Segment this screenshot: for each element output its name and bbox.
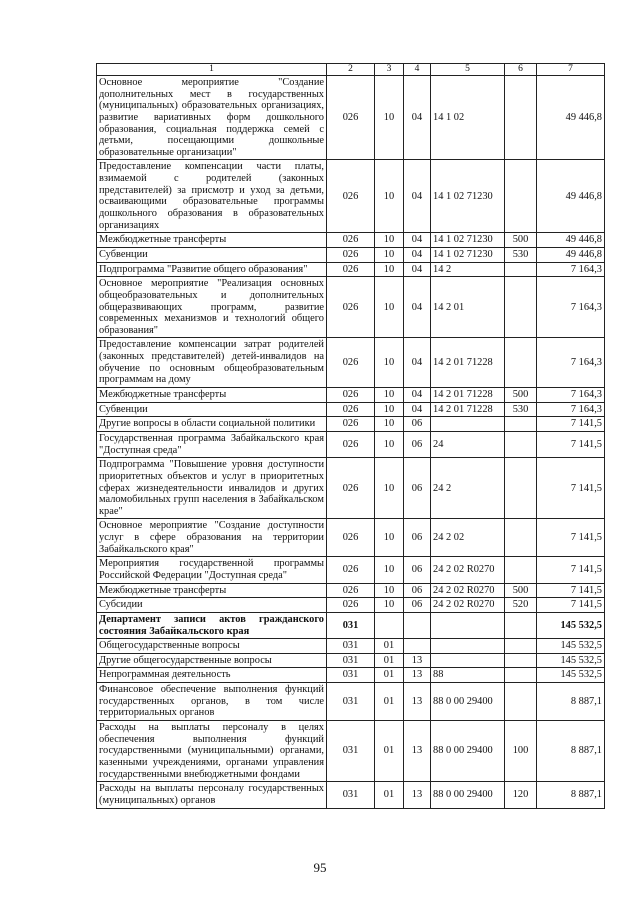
expense-type-cell xyxy=(505,639,537,654)
table-row xyxy=(97,668,605,683)
amount-cell: 7 141,5 xyxy=(537,598,605,613)
target-article-cell xyxy=(431,639,505,654)
expense-type-cell: 120 xyxy=(505,782,537,808)
amount-cell: 7 141,5 xyxy=(537,557,605,583)
subsection-code-cell: 13 xyxy=(404,721,431,782)
expense-type-cell xyxy=(505,338,537,388)
section-code-cell: 01 xyxy=(375,782,404,808)
table-row xyxy=(97,76,605,160)
ministry-code-cell: 026 xyxy=(327,277,375,338)
ministry-code-cell: 031 xyxy=(327,782,375,808)
target-article-cell: 14 2 01 71228 xyxy=(431,388,505,403)
expense-name-cell: Межбюджетные трансферты xyxy=(97,388,327,403)
amount-cell: 49 446,8 xyxy=(537,76,605,160)
expense-name-cell: Общегосударственные вопросы xyxy=(97,639,327,654)
section-code-cell: 10 xyxy=(375,402,404,417)
subsection-code-cell: 13 xyxy=(404,653,431,668)
expense-name-cell: Субвенции xyxy=(97,402,327,417)
table-row xyxy=(97,417,605,432)
expense-type-cell xyxy=(505,668,537,683)
ministry-code-cell: 031 xyxy=(327,612,375,638)
ministry-code-cell: 031 xyxy=(327,639,375,654)
ministry-code-cell: 026 xyxy=(327,247,375,262)
subsection-code-cell: 06 xyxy=(404,458,431,519)
section-code-cell: 10 xyxy=(375,431,404,457)
amount-cell: 7 164,3 xyxy=(537,388,605,403)
subsection-code-cell: 06 xyxy=(404,598,431,613)
ministry-code-cell: 031 xyxy=(327,668,375,683)
amount-cell: 145 532,5 xyxy=(537,612,605,638)
amount-cell: 8 887,1 xyxy=(537,721,605,782)
ministry-code-cell: 031 xyxy=(327,683,375,721)
column-number-3: 3 xyxy=(375,64,404,76)
subsection-code-cell: 04 xyxy=(404,76,431,160)
subsection-code-cell: 04 xyxy=(404,388,431,403)
expense-type-cell xyxy=(505,262,537,277)
target-article-cell xyxy=(431,417,505,432)
expense-type-cell xyxy=(505,683,537,721)
table-row xyxy=(97,277,605,338)
budget-table xyxy=(96,63,605,809)
table-row xyxy=(97,247,605,262)
subsection-code-cell: 04 xyxy=(404,160,431,233)
table-row xyxy=(97,721,605,782)
amount-cell: 7 141,5 xyxy=(537,431,605,457)
section-code-cell: 01 xyxy=(375,653,404,668)
table-row xyxy=(97,388,605,403)
amount-cell: 7 141,5 xyxy=(537,583,605,598)
ministry-code-cell: 026 xyxy=(327,233,375,248)
section-code-cell: 10 xyxy=(375,160,404,233)
expense-name-cell: Предоставление компенсации части платы, взимаемой с родителей (законных представителей) за присмотр и уход за детьми, осваивающими образовательные программы дошкольного образования в образовательных организациях xyxy=(97,160,327,233)
column-number-4: 4 xyxy=(404,64,431,76)
expense-type-cell: 500 xyxy=(505,583,537,598)
ministry-code-cell: 026 xyxy=(327,76,375,160)
ministry-code-cell: 026 xyxy=(327,519,375,557)
section-code-cell: 10 xyxy=(375,458,404,519)
expense-type-cell: 520 xyxy=(505,598,537,613)
column-number-7: 7 xyxy=(537,64,605,76)
table-header-row xyxy=(97,64,605,76)
expense-name-cell: Финансовое обеспечение выполнения функций государственных органов, в том числе территориальных органов xyxy=(97,683,327,721)
amount-cell: 7 164,3 xyxy=(537,277,605,338)
subsection-code-cell xyxy=(404,639,431,654)
target-article-cell: 14 2 01 71228 xyxy=(431,402,505,417)
table-row xyxy=(97,683,605,721)
subsection-code-cell: 04 xyxy=(404,402,431,417)
target-article-cell xyxy=(431,653,505,668)
expense-name-cell: Основное мероприятие "Создание доступности услуг в сфере образования на территории Забайкальского края" xyxy=(97,519,327,557)
expense-type-cell xyxy=(505,417,537,432)
target-article-cell: 14 1 02 71230 xyxy=(431,160,505,233)
target-article-cell: 24 2 02 R0270 xyxy=(431,557,505,583)
table-body xyxy=(97,64,605,809)
expense-name-cell: Подпрограмма "Повышение уровня доступности приоритетных объектов и услуг в приоритетных сферах жизнедеятельности инвалидов и других маломобильных групп населения в Забайкальском крае" xyxy=(97,458,327,519)
column-number-6: 6 xyxy=(505,64,537,76)
amount-cell: 49 446,8 xyxy=(537,247,605,262)
section-code-cell: 10 xyxy=(375,598,404,613)
subsection-code-cell: 13 xyxy=(404,668,431,683)
target-article-cell: 24 2 02 R0270 xyxy=(431,598,505,613)
expense-name-cell: Государственная программа Забайкальского края "Доступная среда" xyxy=(97,431,327,457)
target-article-cell: 88 xyxy=(431,668,505,683)
target-article-cell: 14 2 xyxy=(431,262,505,277)
table-row xyxy=(97,653,605,668)
expense-type-cell xyxy=(505,653,537,668)
table-row xyxy=(97,458,605,519)
target-article-cell: 14 1 02 71230 xyxy=(431,233,505,248)
table-row xyxy=(97,612,605,638)
expense-name-cell: Расходы на выплаты персоналу государственных (муниципальных) органов xyxy=(97,782,327,808)
ministry-code-cell: 026 xyxy=(327,598,375,613)
table-row xyxy=(97,782,605,808)
ministry-code-cell: 026 xyxy=(327,557,375,583)
expense-type-cell: 530 xyxy=(505,247,537,262)
table-row xyxy=(97,160,605,233)
target-article-cell: 88 0 00 29400 xyxy=(431,782,505,808)
subsection-code-cell: 04 xyxy=(404,233,431,248)
table-row xyxy=(97,583,605,598)
ministry-code-cell: 031 xyxy=(327,721,375,782)
amount-cell: 8 887,1 xyxy=(537,683,605,721)
target-article-cell: 14 2 01 xyxy=(431,277,505,338)
amount-cell: 7 164,3 xyxy=(537,402,605,417)
ministry-code-cell: 026 xyxy=(327,431,375,457)
target-article-cell xyxy=(431,612,505,638)
amount-cell: 7 141,5 xyxy=(537,458,605,519)
table-row xyxy=(97,402,605,417)
target-article-cell: 24 2 02 R0270 xyxy=(431,583,505,598)
amount-cell: 145 532,5 xyxy=(537,639,605,654)
section-code-cell: 10 xyxy=(375,338,404,388)
section-code-cell xyxy=(375,612,404,638)
page-number: 95 xyxy=(313,860,327,875)
table-row xyxy=(97,431,605,457)
target-article-cell: 14 2 01 71228 xyxy=(431,338,505,388)
section-code-cell: 10 xyxy=(375,388,404,403)
expense-type-cell xyxy=(505,458,537,519)
expense-name-cell: Субсидии xyxy=(97,598,327,613)
ministry-code-cell: 026 xyxy=(327,160,375,233)
section-code-cell: 10 xyxy=(375,262,404,277)
table-row xyxy=(97,557,605,583)
subsection-code-cell: 13 xyxy=(404,683,431,721)
section-code-cell: 10 xyxy=(375,76,404,160)
column-number-2: 2 xyxy=(327,64,375,76)
expense-type-cell xyxy=(505,557,537,583)
ministry-code-cell: 026 xyxy=(327,583,375,598)
expense-type-cell xyxy=(505,277,537,338)
amount-cell: 7 164,3 xyxy=(537,338,605,388)
ministry-code-cell: 026 xyxy=(327,262,375,277)
section-code-cell: 10 xyxy=(375,277,404,338)
table-row xyxy=(97,639,605,654)
target-article-cell: 24 2 02 xyxy=(431,519,505,557)
expense-name-cell: Департамент записи актов гражданского состояния Забайкальского края xyxy=(97,612,327,638)
subsection-code-cell: 04 xyxy=(404,277,431,338)
ministry-code-cell: 026 xyxy=(327,402,375,417)
expense-type-cell xyxy=(505,160,537,233)
section-code-cell: 10 xyxy=(375,247,404,262)
expense-type-cell: 100 xyxy=(505,721,537,782)
section-code-cell: 01 xyxy=(375,639,404,654)
table-row xyxy=(97,233,605,248)
expense-type-cell: 500 xyxy=(505,233,537,248)
column-number-5: 5 xyxy=(431,64,505,76)
expense-name-cell: Непрограммная деятельность xyxy=(97,668,327,683)
section-code-cell: 10 xyxy=(375,519,404,557)
target-article-cell: 14 1 02 xyxy=(431,76,505,160)
subsection-code-cell: 06 xyxy=(404,519,431,557)
subsection-code-cell: 04 xyxy=(404,338,431,388)
column-number-1: 1 xyxy=(97,64,327,76)
expense-type-cell xyxy=(505,76,537,160)
ministry-code-cell: 026 xyxy=(327,338,375,388)
section-code-cell: 01 xyxy=(375,683,404,721)
ministry-code-cell: 026 xyxy=(327,388,375,403)
target-article-cell: 88 0 00 29400 xyxy=(431,683,505,721)
expense-name-cell: Другие общегосударственные вопросы xyxy=(97,653,327,668)
subsection-code-cell: 13 xyxy=(404,782,431,808)
expense-name-cell: Основное мероприятие "Создание дополнительных мест в государственных (муниципальных) образовательных организациях, развитие вариативных форм дошкольного образования, социальная поддержка семей с детьми, посещающими дошкольные образовательные организации" xyxy=(97,76,327,160)
section-code-cell: 10 xyxy=(375,583,404,598)
amount-cell: 145 532,5 xyxy=(537,653,605,668)
table-row xyxy=(97,262,605,277)
target-article-cell: 24 xyxy=(431,431,505,457)
target-article-cell: 14 1 02 71230 xyxy=(431,247,505,262)
expense-name-cell: Подпрограмма "Развитие общего образования" xyxy=(97,262,327,277)
target-article-cell: 88 0 00 29400 xyxy=(431,721,505,782)
amount-cell: 7 141,5 xyxy=(537,417,605,432)
subsection-code-cell: 06 xyxy=(404,417,431,432)
expense-name-cell: Расходы на выплаты персоналу в целях обеспечения выполнения функций государственными (муниципальными) органами, казенными учреждениями, органами управления государственными внебюджетными фондами xyxy=(97,721,327,782)
target-article-cell: 24 2 xyxy=(431,458,505,519)
table-row xyxy=(97,519,605,557)
expense-name-cell: Межбюджетные трансферты xyxy=(97,233,327,248)
subsection-code-cell: 04 xyxy=(404,247,431,262)
amount-cell: 7 141,5 xyxy=(537,519,605,557)
section-code-cell: 01 xyxy=(375,721,404,782)
expense-name-cell: Основное мероприятие "Реализация основных общеобразовательных и дополнительных общеразвивающих программ, развитие современных механизмов и технологий общего образования" xyxy=(97,277,327,338)
amount-cell: 8 887,1 xyxy=(537,782,605,808)
expense-name-cell: Другие вопросы в области социальной политики xyxy=(97,417,327,432)
amount-cell: 7 164,3 xyxy=(537,262,605,277)
amount-cell: 145 532,5 xyxy=(537,668,605,683)
expense-name-cell: Предоставление компенсации затрат родителей (законных представителей) детей-инвалидов на обучение по основным общеобразовательным программам на дому xyxy=(97,338,327,388)
expense-name-cell: Межбюджетные трансферты xyxy=(97,583,327,598)
expense-type-cell xyxy=(505,519,537,557)
ministry-code-cell: 026 xyxy=(327,417,375,432)
subsection-code-cell: 04 xyxy=(404,262,431,277)
subsection-code-cell: 06 xyxy=(404,431,431,457)
amount-cell: 49 446,8 xyxy=(537,160,605,233)
ministry-code-cell: 026 xyxy=(327,458,375,519)
expense-name-cell: Мероприятия государственной программы Российской Федерации "Доступная среда" xyxy=(97,557,327,583)
subsection-code-cell: 06 xyxy=(404,583,431,598)
amount-cell: 49 446,8 xyxy=(537,233,605,248)
table-row xyxy=(97,598,605,613)
table-row xyxy=(97,338,605,388)
section-code-cell: 10 xyxy=(375,417,404,432)
expense-name-cell: Субвенции xyxy=(97,247,327,262)
section-code-cell: 10 xyxy=(375,233,404,248)
section-code-cell: 01 xyxy=(375,668,404,683)
expense-type-cell xyxy=(505,431,537,457)
expense-type-cell: 500 xyxy=(505,388,537,403)
subsection-code-cell xyxy=(404,612,431,638)
section-code-cell: 10 xyxy=(375,557,404,583)
subsection-code-cell: 06 xyxy=(404,557,431,583)
ministry-code-cell: 031 xyxy=(327,653,375,668)
expense-type-cell xyxy=(505,612,537,638)
expense-type-cell: 530 xyxy=(505,402,537,417)
